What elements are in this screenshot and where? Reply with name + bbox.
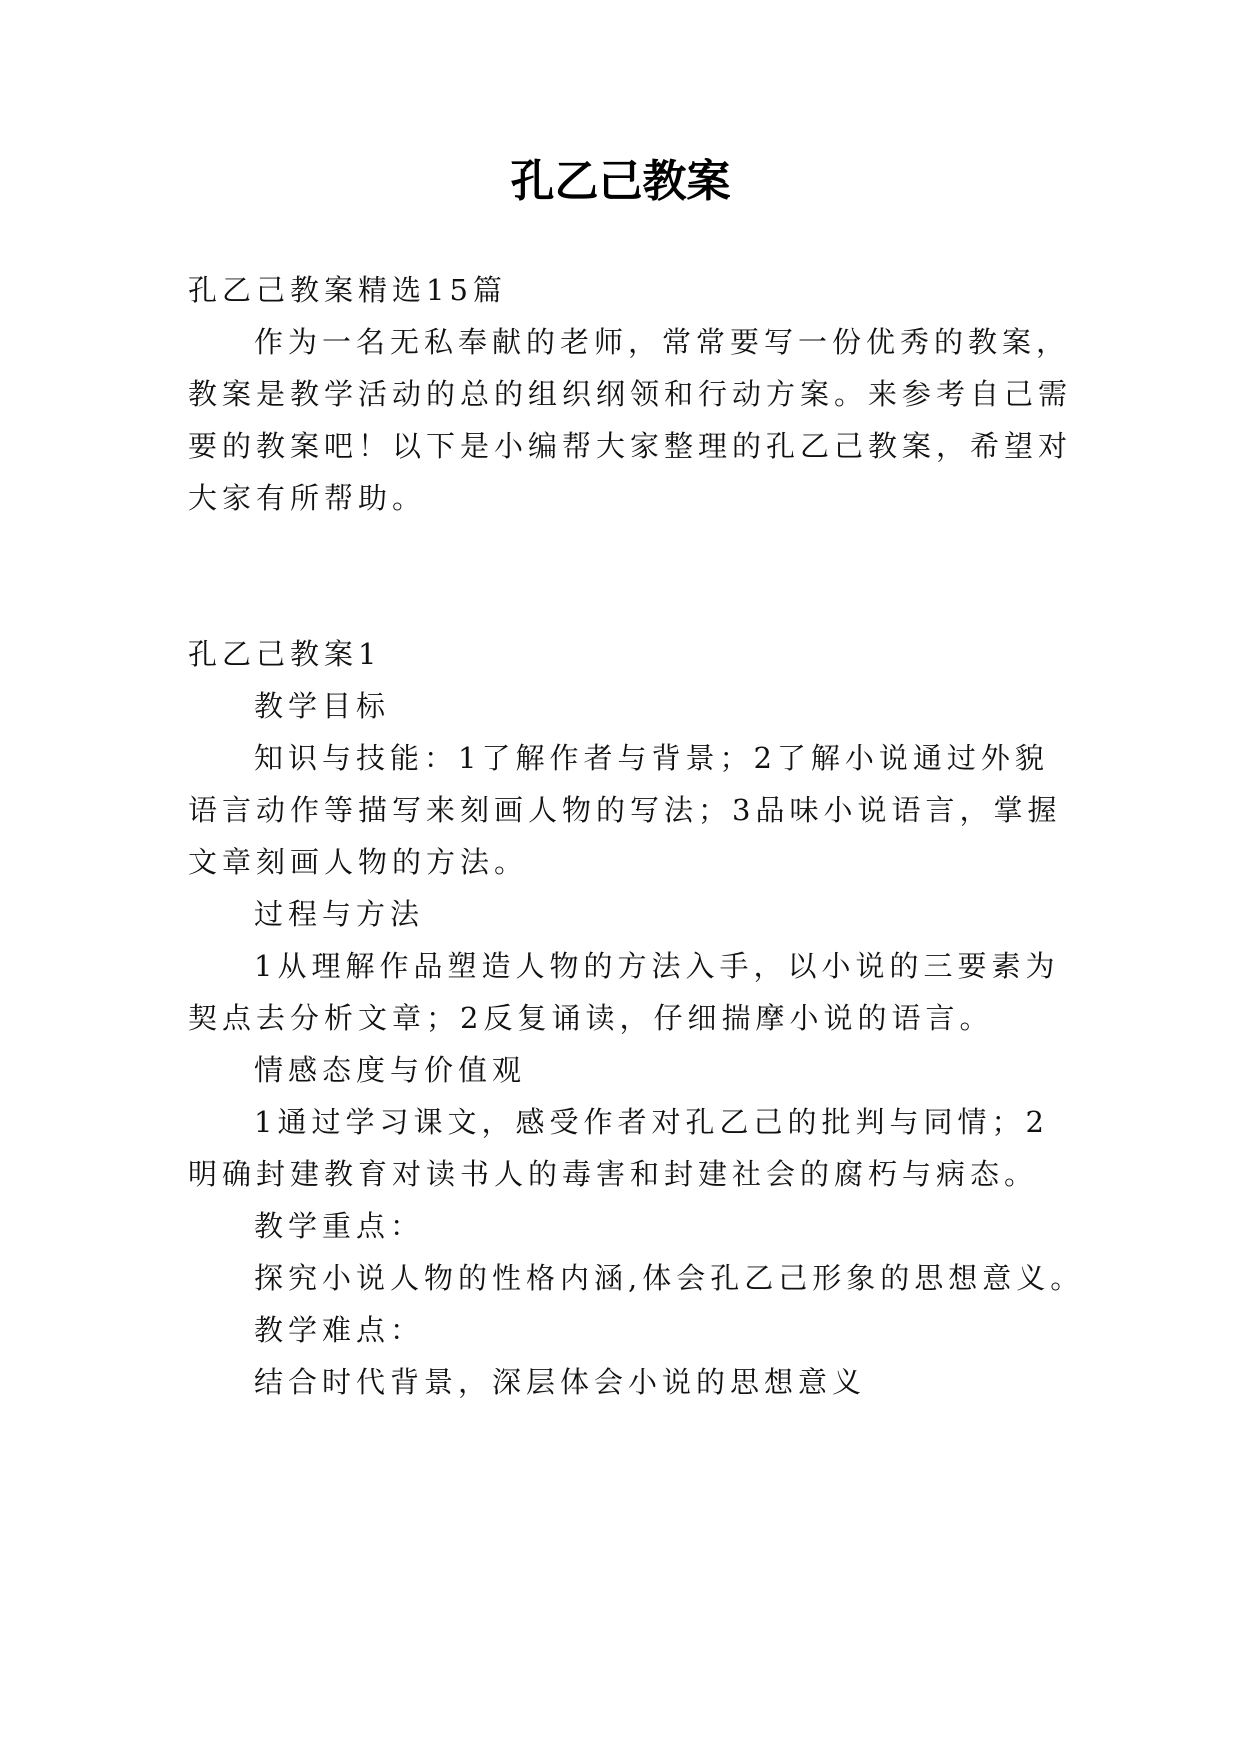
process-line-2: 契点去分析文章；2反复诵读，仔细揣摩小说的语言。 [188,1001,994,1035]
process-line-1: 1从理解作品塑造人物的方法入手，以小说的三要素为 [254,949,1060,983]
document-title: 孔乙己教案 [510,156,731,207]
intro-line-3: 要的教案吧！以下是小编帮大家整理的孔乙己教案，希望对 [188,429,1073,463]
intro-line-2: 教案是教学活动的总的组织纲领和行动方案。来参考自己需 [188,377,1073,411]
objectives-heading: 教学目标 [254,689,391,723]
intro-line-1: 作为一名无私奉献的老师，常常要写一份优秀的教案， [254,325,1071,359]
key-point: 探究小说人物的性格内涵,体会孔乙己形象的思想意义。 [254,1261,1085,1295]
difficulty-heading: 教学难点： [254,1313,425,1347]
knowledge-line-2: 语言动作等描写来刻画人物的写法；3品味小说语言，掌握 [188,793,1062,827]
emotion-line-1: 1通过学习课文，感受作者对孔乙己的批判与同情；2 [254,1105,1049,1139]
difficulty-text: 结合时代背景，深层体会小说的思想意义 [254,1365,867,1399]
section-heading: 孔乙己教案1 [188,637,382,671]
intro-line-4: 大家有所帮助。 [188,481,427,515]
emotion-heading: 情感态度与价值观 [254,1053,527,1087]
key-heading: 教学重点： [254,1209,425,1243]
knowledge-line-1: 知识与技能：1了解作者与背景；2了解小说通过外貌 [254,741,1049,775]
emotion-line-2: 明确封建教育对读书人的毒害和封建社会的腐朽与病态。 [188,1157,1039,1191]
process-heading: 过程与方法 [254,897,425,931]
knowledge-line-3: 文章刻画人物的方法。 [188,845,529,879]
document-subtitle: 孔乙己教案精选15篇 [188,273,507,307]
